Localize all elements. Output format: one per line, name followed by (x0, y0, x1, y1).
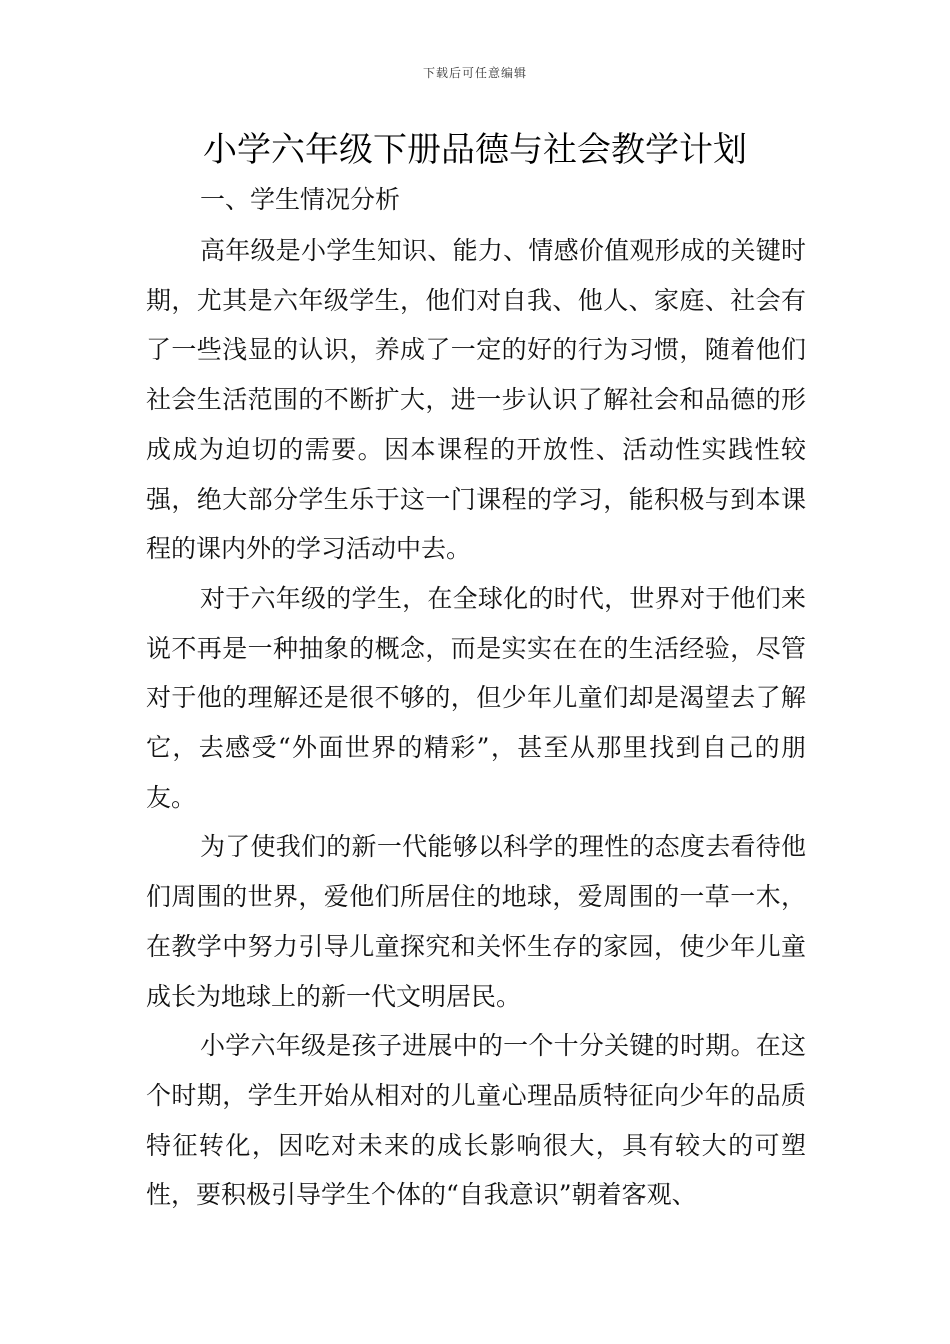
paragraph: 高年级是小学生知识、能力、情感价值观形成的关键时期，尤其是六年级学生，他们对自我、他人、家庭、社会有了一些浅显的认识，养成了一定的好的行为习惯，随着他们社会生活范围的不断扩大，进一步认识了解社会和品德的形成成为迫切的需要。因本课程的开放性、活动性实践性较强，绝大部分学生乐于这一门课程的学习，能积极与到本课程的课内外的学习活动中去。 (146, 236, 806, 564)
paragraph: 对于六年级的学生，在全球化的时代，世界对于他们来说不再是一种抽象的概念，而是实实在在的生活经验，尽管对于他的理解还是很不够的，但少年儿童们却是渴望去了解它，去感受“外面世界的精彩”，甚至从那里找到自己的朋友。 (146, 583, 806, 812)
document-title: 小学六年级下册品德与社会教学计划 (203, 130, 747, 170)
paragraph: 小学六年级是孩子进展中的一个十分关键的时期。在这个时期，学生开始从相对的儿童心理品质特征向少年的品质特征转化，因吃对未来的成长影响很大，具有较大的可塑性，要积极引导学生个体的“自我意识”朝着客观、 (146, 1031, 806, 1210)
paragraph: 为了使我们的新一代能够以科学的理性的态度去看待他们周围的世界，爱他们所居住的地球，爱周围的一草一木，在教学中努力引导儿童探究和关怀生存的家园，使少年儿童成长为地球上的新一代文明居民。 (146, 832, 806, 1011)
section-heading: 一、学生情况分析 (200, 185, 401, 214)
body-text (146, 226, 806, 1220)
header-note: 下载后可任意编辑 (422, 66, 527, 80)
